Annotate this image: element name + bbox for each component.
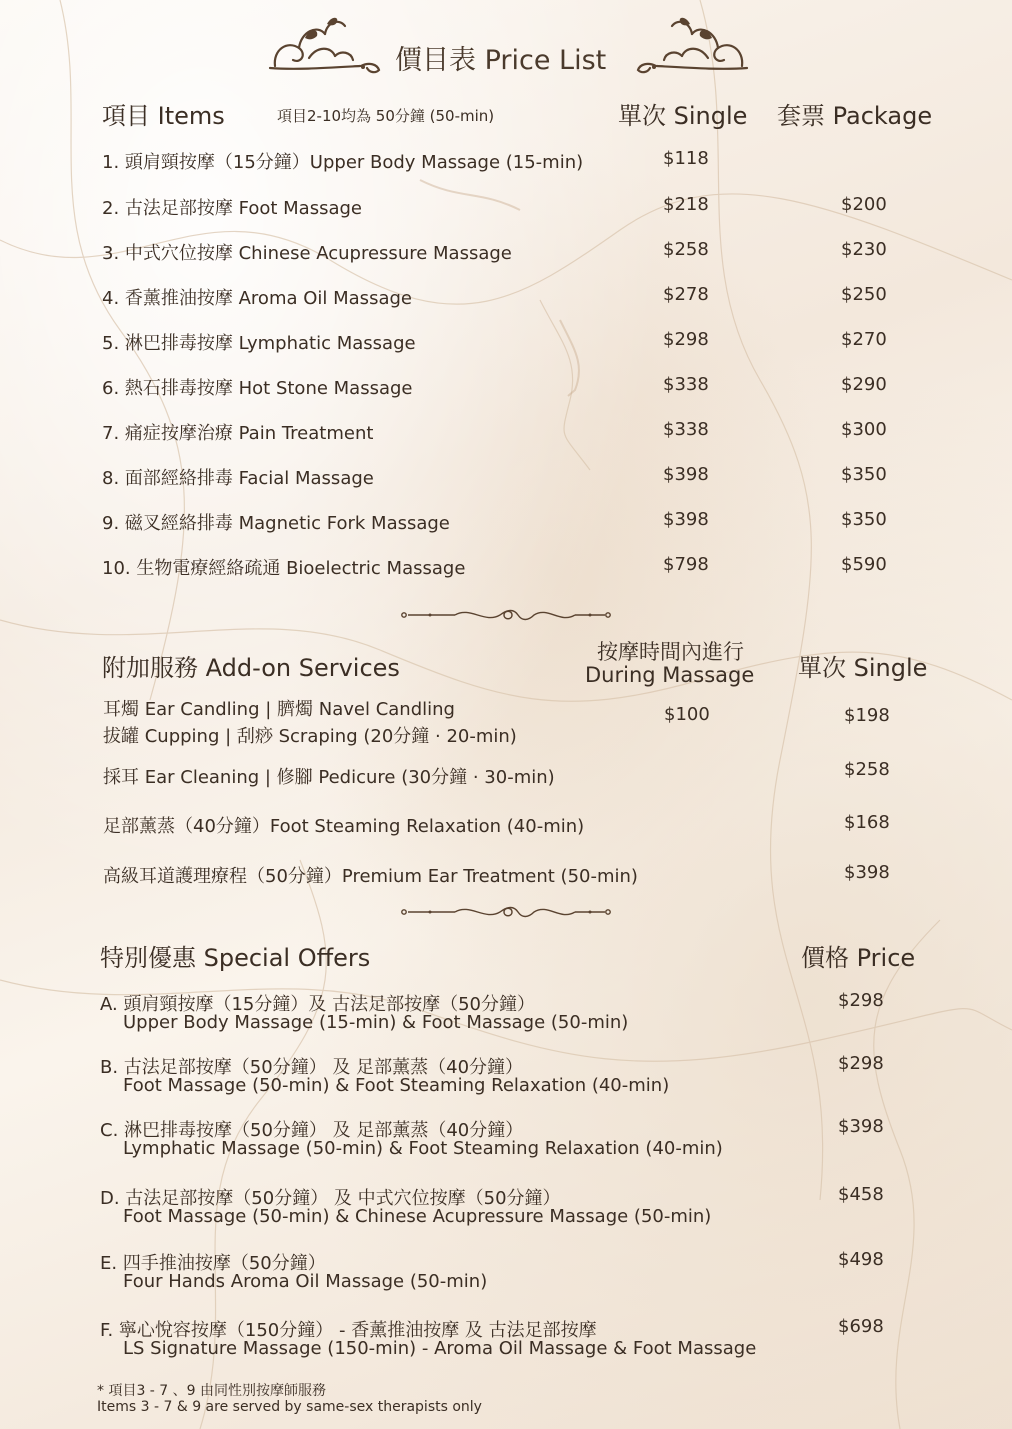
- offer-c-price: $398: [838, 1116, 884, 1137]
- addon-row-1-line1: 耳燭 Ear Candling | 臍燭 Navel Candling: [103, 699, 455, 720]
- item-3-single-price: $258: [663, 239, 709, 260]
- addon-row-1-line2: 拔罐 Cupping | 刮痧 Scraping (20分鐘 · 20-min): [103, 726, 517, 747]
- item-4-single-price: $278: [663, 284, 709, 305]
- addon-1-single-price: $198: [844, 705, 890, 726]
- item-4-package-price: $250: [841, 284, 887, 305]
- title-banner: [0, 10, 1012, 80]
- addon-single-header: 單次 Single: [798, 654, 928, 682]
- offer-b-price: $298: [838, 1053, 884, 1074]
- item-5-package-price: $270: [841, 329, 887, 350]
- addon-row-3: 足部薰蒸（40分鐘）Foot Steaming Relaxation (40-min): [103, 816, 585, 837]
- during-massage-header-en: During Massage: [585, 663, 755, 687]
- item-5-single-price: $298: [663, 329, 709, 350]
- item-8-single-price: $398: [663, 464, 709, 485]
- offer-d-price: $458: [838, 1184, 884, 1205]
- offer-c-en: Lymphatic Massage (50-min) & Foot Steaming Relaxation (40-min): [123, 1138, 723, 1159]
- package-header: 套票 Package: [777, 102, 933, 130]
- item-10-single-price: $798: [663, 554, 709, 575]
- item-row-2: 2. 古法足部按摩 Foot Massage: [102, 198, 362, 219]
- footnote-en: Items 3 - 7 & 9 are served by same-sex therapists only: [97, 1399, 482, 1415]
- offer-e-price: $498: [838, 1249, 884, 1270]
- section-divider-ornament: [400, 606, 612, 624]
- left-flourish-ornament: [265, 10, 385, 80]
- item-3-package-price: $230: [841, 239, 887, 260]
- item-9-package-price: $350: [841, 509, 887, 530]
- offers-header: 特別優惠 Special Offers: [100, 944, 371, 972]
- addon-row-2: 採耳 Ear Cleaning | 修腳 Pedicure (30分鐘 · 30-min): [103, 767, 555, 788]
- offer-a-price: $298: [838, 990, 884, 1011]
- item-6-package-price: $290: [841, 374, 887, 395]
- during-massage-header-zh: 按摩時間內進行: [597, 640, 744, 664]
- addon-row-4: 高級耳道護理療程（50分鐘）Premium Ear Treatment (50-min): [103, 866, 638, 887]
- offer-f-zh: F. 寧心悅容按摩（150分鐘） - 香薰推油按摩 及 古法足部按摩: [100, 1320, 597, 1341]
- item-2-single-price: $218: [663, 194, 709, 215]
- offer-c-zh: C. 淋巴排毒按摩（50分鐘） 及 足部薰蒸（40分鐘）: [100, 1120, 524, 1141]
- item-7-single-price: $338: [663, 419, 709, 440]
- item-row-3: 3. 中式穴位按摩 Chinese Acupressure Massage: [102, 243, 512, 264]
- footnote-zh: * 項目3 - 7 、9 由同性別按摩師服務: [97, 1383, 327, 1399]
- addon-3-single-price: $168: [844, 812, 890, 833]
- offer-a-zh: A. 頭肩頸按摩（15分鐘）及 古法足部按摩（50分鐘）: [100, 994, 535, 1015]
- item-6-single-price: $338: [663, 374, 709, 395]
- offers-price-header: 價格 Price: [801, 944, 916, 972]
- item-row-6: 6. 熱石排毒按摩 Hot Stone Massage: [102, 378, 413, 399]
- offer-f-price: $698: [838, 1316, 884, 1337]
- item-2-package-price: $200: [841, 194, 887, 215]
- items-header: 項目 Items: [102, 102, 225, 130]
- items-duration-note: 項目2-10均為 50分鐘 (50-min): [277, 107, 495, 125]
- addon-2-single-price: $258: [844, 759, 890, 780]
- addon-header: 附加服務 Add-on Services: [102, 654, 400, 682]
- item-1-single-price: $118: [663, 148, 709, 169]
- single-header: 單次 Single: [618, 102, 748, 130]
- section-divider-ornament: [400, 903, 612, 921]
- offer-b-zh: B. 古法足部按摩（50分鐘） 及 足部薰蒸（40分鐘）: [100, 1057, 524, 1078]
- item-row-8: 8. 面部經絡排毒 Facial Massage: [102, 468, 374, 489]
- item-10-package-price: $590: [841, 554, 887, 575]
- item-row-10: 10. 生物電療經絡疏通 Bioelectric Massage: [102, 558, 466, 579]
- item-9-single-price: $398: [663, 509, 709, 530]
- item-row-5: 5. 淋巴排毒按摩 Lymphatic Massage: [102, 333, 416, 354]
- item-row-1: 1. 頭肩頸按摩（15分鐘）Upper Body Massage (15-min): [102, 152, 584, 173]
- item-8-package-price: $350: [841, 464, 887, 485]
- offer-d-en: Foot Massage (50-min) & Chinese Acupressure Massage (50-min): [123, 1206, 712, 1227]
- item-7-package-price: $300: [841, 419, 887, 440]
- offer-d-zh: D. 古法足部按摩（50分鐘） 及 中式穴位按摩（50分鐘）: [100, 1188, 561, 1209]
- item-row-9: 9. 磁叉經絡排毒 Magnetic Fork Massage: [102, 513, 450, 534]
- addon-1-during-price: $100: [664, 704, 710, 725]
- right-flourish-ornament: [627, 10, 752, 80]
- addon-4-single-price: $398: [844, 862, 890, 883]
- item-row-7: 7. 痛症按摩治療 Pain Treatment: [102, 423, 374, 444]
- offer-b-en: Foot Massage (50-min) & Foot Steaming Relaxation (40-min): [123, 1075, 670, 1096]
- item-row-4: 4. 香薰推油按摩 Aroma Oil Massage: [102, 288, 412, 309]
- offer-e-en: Four Hands Aroma Oil Massage (50-min): [123, 1271, 488, 1292]
- offer-f-en: LS Signature Massage (150-min) - Aroma Oil Massage & Foot Massage: [123, 1338, 757, 1359]
- page-title: 價目表 Price List: [395, 45, 607, 76]
- offer-e-zh: E. 四手推油按摩（50分鐘）: [100, 1253, 326, 1274]
- offer-a-en: Upper Body Massage (15-min) & Foot Massage (50-min): [123, 1012, 629, 1033]
